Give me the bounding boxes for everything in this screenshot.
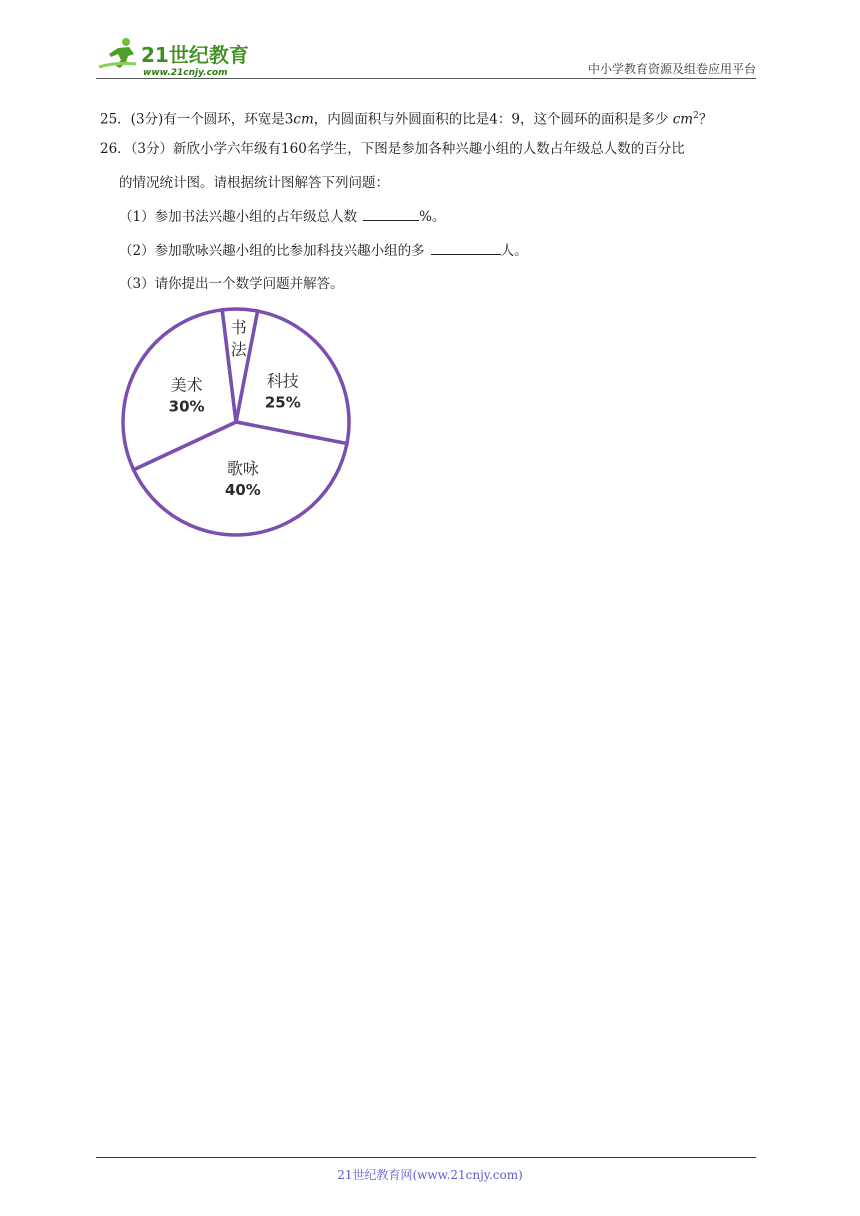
unit-cm: cm [293, 111, 314, 128]
pie-label-name-0: 科技 [266, 371, 299, 391]
answer-blank-2[interactable] [431, 240, 501, 255]
site-logo [96, 34, 266, 78]
answer-blank-1[interactable] [363, 206, 419, 221]
question-25-end: ？ [698, 111, 713, 128]
question-26-sub3: （3）请你提出一个数学问题并解答。 [119, 276, 344, 292]
question-26-line2: 的情况统计图。请根据统计图解答下列问题： [119, 175, 389, 191]
question-25-text-mid: ，内圆面积与外圆面积的比是4：9，这个圆环的面积是多少 [313, 111, 669, 128]
sub2-text: （2）参加歌咏兴趣小组的比参加科技兴趣小组的多 [119, 243, 425, 259]
pie-chart-svg [118, 304, 354, 540]
question-25-text: 25．(3分)有一个圆环，环宽是3 [100, 111, 294, 128]
logo-title: 21世纪教育 [141, 43, 249, 67]
sub1-text: （1）参加书法兴趣小组的占年级总人数 [119, 209, 358, 225]
sub2-suffix: 人。 [500, 243, 528, 259]
pie-label-value-0: 25% [264, 393, 301, 412]
runner-icon [99, 38, 136, 68]
unit-cm2: cm [672, 111, 694, 128]
logo-url: www.21cnjy.com [143, 68, 228, 78]
header-divider [96, 78, 756, 79]
pie-label-name-3-0: 书 [230, 318, 247, 338]
header-slogan: 中小学教育资源及组卷应用平台 [587, 62, 756, 76]
question-26-line1: 26．（3分）新欣小学六年级有160名学生，下图是参加各种兴趣小组的人数占年级总人数的百分比 [100, 141, 685, 157]
sub1-suffix: %。 [419, 209, 446, 225]
question-26-sub1 [119, 206, 445, 227]
pie-label-value-1: 40% [224, 481, 261, 500]
question-26-sub2 [119, 240, 528, 261]
pie-label-name-1: 歌咏 [226, 459, 259, 479]
question-25 [100, 106, 712, 130]
pie-label-name-2: 美术 [170, 375, 203, 395]
footer-text: 21世纪教育网(www.21cnjy.com) [337, 1168, 523, 1182]
pie-chart [118, 304, 354, 540]
pie-label-name-3-1: 法 [230, 340, 247, 360]
footer-divider [96, 1157, 756, 1158]
page-header [96, 30, 756, 80]
pie-label-value-2: 30% [168, 397, 205, 416]
unit-superscript: 2 [693, 111, 699, 121]
